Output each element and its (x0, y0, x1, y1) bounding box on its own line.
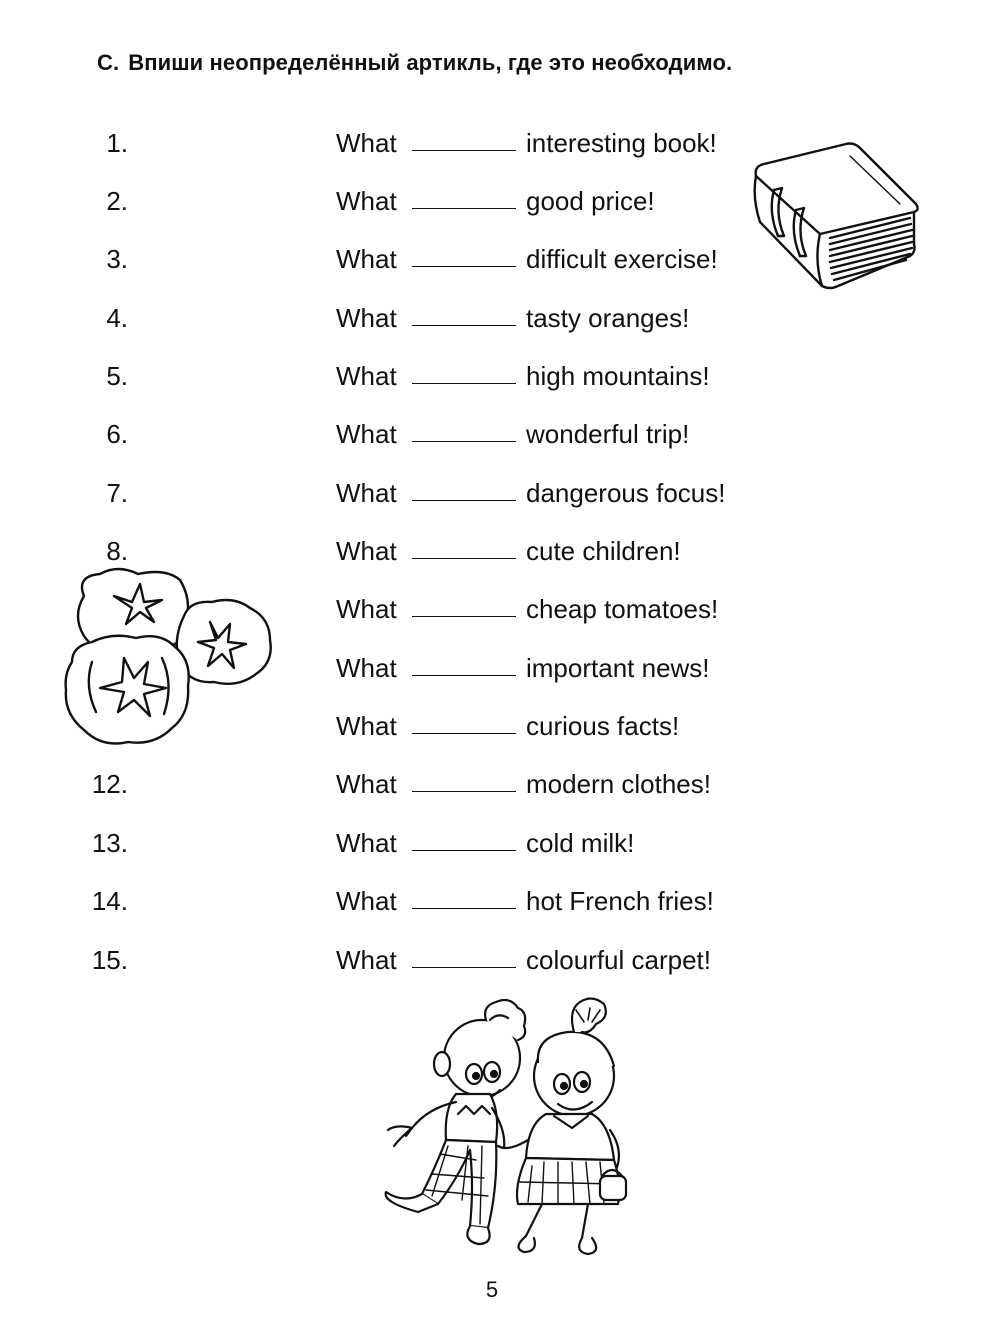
item-lead-word: What (336, 828, 397, 858)
item-phrase: good price! (526, 186, 655, 216)
item-phrase: cold milk! (526, 828, 635, 858)
item-number: 7. (106, 478, 128, 508)
exercise-item (0, 414, 800, 454)
item-lead-word: What (336, 711, 397, 741)
item-lead-word: What (336, 186, 397, 216)
exercise-item (0, 298, 800, 338)
item-lead-word: What (336, 303, 397, 333)
item-number: 2. (106, 186, 128, 216)
exercise-item (0, 531, 800, 571)
answer-blank[interactable] (412, 850, 516, 851)
page-number: 5 (485, 1277, 499, 1302)
item-number: 3. (106, 244, 128, 274)
exercise-item (0, 123, 800, 163)
item-number: 1. (106, 128, 128, 158)
answer-blank[interactable] (412, 616, 516, 617)
item-phrase: cheap tomatoes! (526, 594, 719, 624)
answer-blank[interactable] (412, 383, 516, 384)
exercise-heading (97, 50, 732, 76)
exercise-instruction: Впиши неопределённый артикль, где это необходимо. (128, 50, 733, 75)
exercise-item (0, 823, 800, 863)
item-phrase: interesting book! (526, 128, 717, 158)
answer-blank[interactable] (412, 325, 516, 326)
item-phrase: important news! (526, 653, 710, 683)
item-phrase: wonderful trip! (526, 419, 690, 449)
item-number: 14. (91, 886, 128, 916)
item-number: 6. (106, 419, 128, 449)
answer-blank[interactable] (412, 675, 516, 676)
item-lead-word: What (336, 594, 397, 624)
exercise-item (0, 181, 800, 221)
answer-blank[interactable] (412, 558, 516, 559)
answer-blank[interactable] (412, 208, 516, 209)
exercise-item (0, 764, 800, 804)
book-icon (750, 138, 922, 296)
item-phrase: modern clothes! (526, 769, 711, 799)
item-phrase: difficult exercise! (526, 244, 718, 274)
item-lead-word: What (336, 419, 397, 449)
answer-blank[interactable] (412, 733, 516, 734)
item-lead-word: What (336, 244, 397, 274)
item-number: 15. (91, 945, 128, 975)
item-lead-word: What (336, 536, 397, 566)
answer-blank[interactable] (412, 150, 516, 151)
item-lead-word: What (336, 886, 397, 916)
tomatoes-icon (62, 566, 274, 752)
item-lead-word: What (336, 361, 397, 391)
exercise-item (0, 356, 800, 396)
item-phrase: high mountains! (526, 361, 710, 391)
answer-blank[interactable] (412, 967, 516, 968)
exercise-item (0, 239, 800, 279)
exercise-item (0, 940, 800, 980)
item-phrase: curious facts! (526, 711, 680, 741)
answer-blank[interactable] (412, 500, 516, 501)
item-phrase: dangerous focus! (526, 478, 726, 508)
item-phrase: hot French fries! (526, 886, 714, 916)
answer-blank[interactable] (412, 791, 516, 792)
item-number: 4. (106, 303, 128, 333)
item-lead-word: What (336, 478, 397, 508)
item-phrase: tasty oranges! (526, 303, 690, 333)
item-phrase: cute children! (526, 536, 681, 566)
item-number: 5. (106, 361, 128, 391)
children-icon (378, 990, 638, 1260)
item-number: 8. (106, 536, 128, 566)
item-lead-word: What (336, 128, 397, 158)
exercise-item (0, 881, 800, 921)
exercise-item (0, 473, 800, 513)
answer-blank[interactable] (412, 441, 516, 442)
item-lead-word: What (336, 945, 397, 975)
item-lead-word: What (336, 769, 397, 799)
answer-blank[interactable] (412, 266, 516, 267)
item-lead-word: What (336, 653, 397, 683)
exercise-letter: C. (97, 50, 120, 75)
item-number: 12. (91, 769, 128, 799)
answer-blank[interactable] (412, 908, 516, 909)
item-phrase: colourful carpet! (526, 945, 711, 975)
item-number: 13. (91, 828, 128, 858)
